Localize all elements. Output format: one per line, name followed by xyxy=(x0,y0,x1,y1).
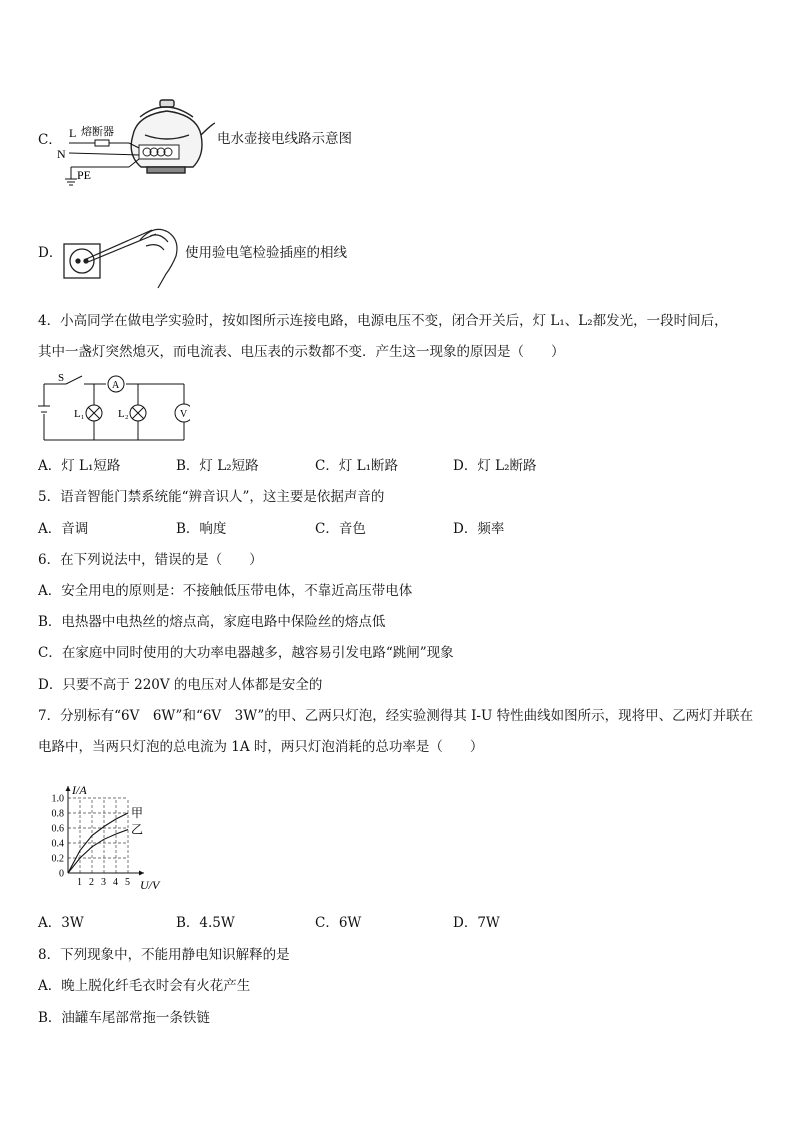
q8-option-b: B．油罐车尾部常拖一条铁链 xyxy=(38,1010,210,1026)
series-label-0: 甲 xyxy=(131,806,144,820)
iu-characteristic-chart xyxy=(30,770,180,895)
q8-option-a: A．晚上脱化纤毛衣时会有火花产生 xyxy=(38,978,251,994)
x-tick-label: 5 xyxy=(125,877,130,888)
x-tick-label: 3 xyxy=(101,877,106,888)
q6-stem: 6．在下列说法中，错误的是（ ） xyxy=(38,552,263,568)
y-tick-label: 0.6 xyxy=(51,823,64,835)
q6-option-d: D．只要不高于 220V 的电压对人体都是安全的 xyxy=(38,677,323,693)
y-tick-label: 0.4 xyxy=(51,838,64,850)
series-line-1 xyxy=(68,830,128,874)
q5-option-a: A．音调 xyxy=(38,521,89,537)
fuse-icon xyxy=(95,140,109,146)
q4-option-d: D．灯 L₂断路 xyxy=(453,458,537,474)
q7-option-b: B．4.5W xyxy=(176,915,235,931)
x-tick-label: 1 xyxy=(77,877,82,888)
q6-option-b: B．电热器中电热丝的熔点高，家庭电路中保险丝的熔点低 xyxy=(38,614,386,630)
lamp1-icon xyxy=(86,405,102,421)
q7-option-a: A．3W xyxy=(38,915,84,931)
q7-option-c: C．6W xyxy=(315,915,362,931)
q6-option-c: C．在家庭中同时使用的大功率电器越多，越容易引发电路“跳闸”现象 xyxy=(38,645,454,661)
test-pen-socket-diagram xyxy=(62,220,184,290)
q5-stem: 5．语音智能门禁系统能“辨音识人”，这主要是依据声音的 xyxy=(38,489,385,505)
x-axis-arrow xyxy=(139,871,144,876)
q4-stem-line2: 其中一盏灯突然熄灭，而电流表、电压表的示数都不变．产生这一现象的原因是（ ） xyxy=(38,344,565,360)
q4-stem-line1: 4．小高同学在做电学实验时，按如图所示连接电路，电源电压不变，闭合开关后，灯 L₁、L₂都发光，一段时间后， xyxy=(38,313,728,329)
kettle-icon xyxy=(131,100,215,173)
q7-stem-line1: 7．分别标有“6V 6W”和“6V 3W”的甲、乙两只灯泡，经实验测得其 I-U 特性曲线如图所示，现将甲、乙两灯并联在 xyxy=(38,708,754,724)
option-c-caption: 电水壶接电线路示意图 xyxy=(217,131,352,147)
label-S: S xyxy=(58,372,65,384)
y-axis-label: I/A xyxy=(72,783,87,797)
diagram-label-PE: PE xyxy=(77,168,92,182)
y-tick-label: 0.2 xyxy=(51,853,64,865)
option-c-label: C． xyxy=(38,132,62,148)
q5-option-d: D．频率 xyxy=(453,521,505,537)
x-axis-label: U/V xyxy=(140,878,160,892)
q6-option-a: A．安全用电的原则是：不接触低压带电体，不靠近高压带电体 xyxy=(38,583,413,599)
q4-circuit-diagram xyxy=(38,372,190,446)
lamp2-icon xyxy=(130,405,146,421)
socket-icon xyxy=(64,244,100,278)
y-tick-label: 0.8 xyxy=(51,808,64,820)
q4-option-b: B．灯 L₂短路 xyxy=(176,458,259,474)
q4-option-c: C．灯 L₁断路 xyxy=(315,458,398,474)
y-tick-label: 0 xyxy=(59,868,64,880)
diagram-label-L: L xyxy=(69,126,77,140)
option-d-caption: 使用验电笔检验插座的相线 xyxy=(185,245,347,261)
label-L2: L₂ xyxy=(118,408,129,420)
diagram-label-fuse: 熔断器 xyxy=(81,126,114,138)
series-label-1: 乙 xyxy=(131,822,144,837)
q5-option-c: C．音色 xyxy=(315,521,366,537)
y-tick-label: 1.0 xyxy=(51,793,64,805)
q8-stem: 8．下列现象中，不能用静电知识解释的是 xyxy=(38,947,290,963)
label-V: V xyxy=(180,409,188,420)
kettle-circuit-diagram xyxy=(55,95,215,187)
option-d-label: D． xyxy=(38,245,63,261)
label-L1: L₁ xyxy=(74,408,85,420)
x-tick-label: 4 xyxy=(113,877,118,888)
q7-stem-line2: 电路中，当两只灯泡的总电流为 1A 时，两只灯泡消耗的总功率是（ ） xyxy=(38,739,484,755)
heating-coil-icon xyxy=(139,145,179,159)
q5-option-b: B．响度 xyxy=(176,521,227,537)
y-axis-arrow xyxy=(66,786,71,791)
q4-option-a: A．灯 L₁短路 xyxy=(38,458,121,474)
diagram-label-N: N xyxy=(57,147,66,161)
q7-option-d: D．7W xyxy=(453,915,500,931)
x-tick-label: 2 xyxy=(89,877,94,888)
label-A: A xyxy=(112,380,120,391)
switch-icon xyxy=(66,376,82,384)
